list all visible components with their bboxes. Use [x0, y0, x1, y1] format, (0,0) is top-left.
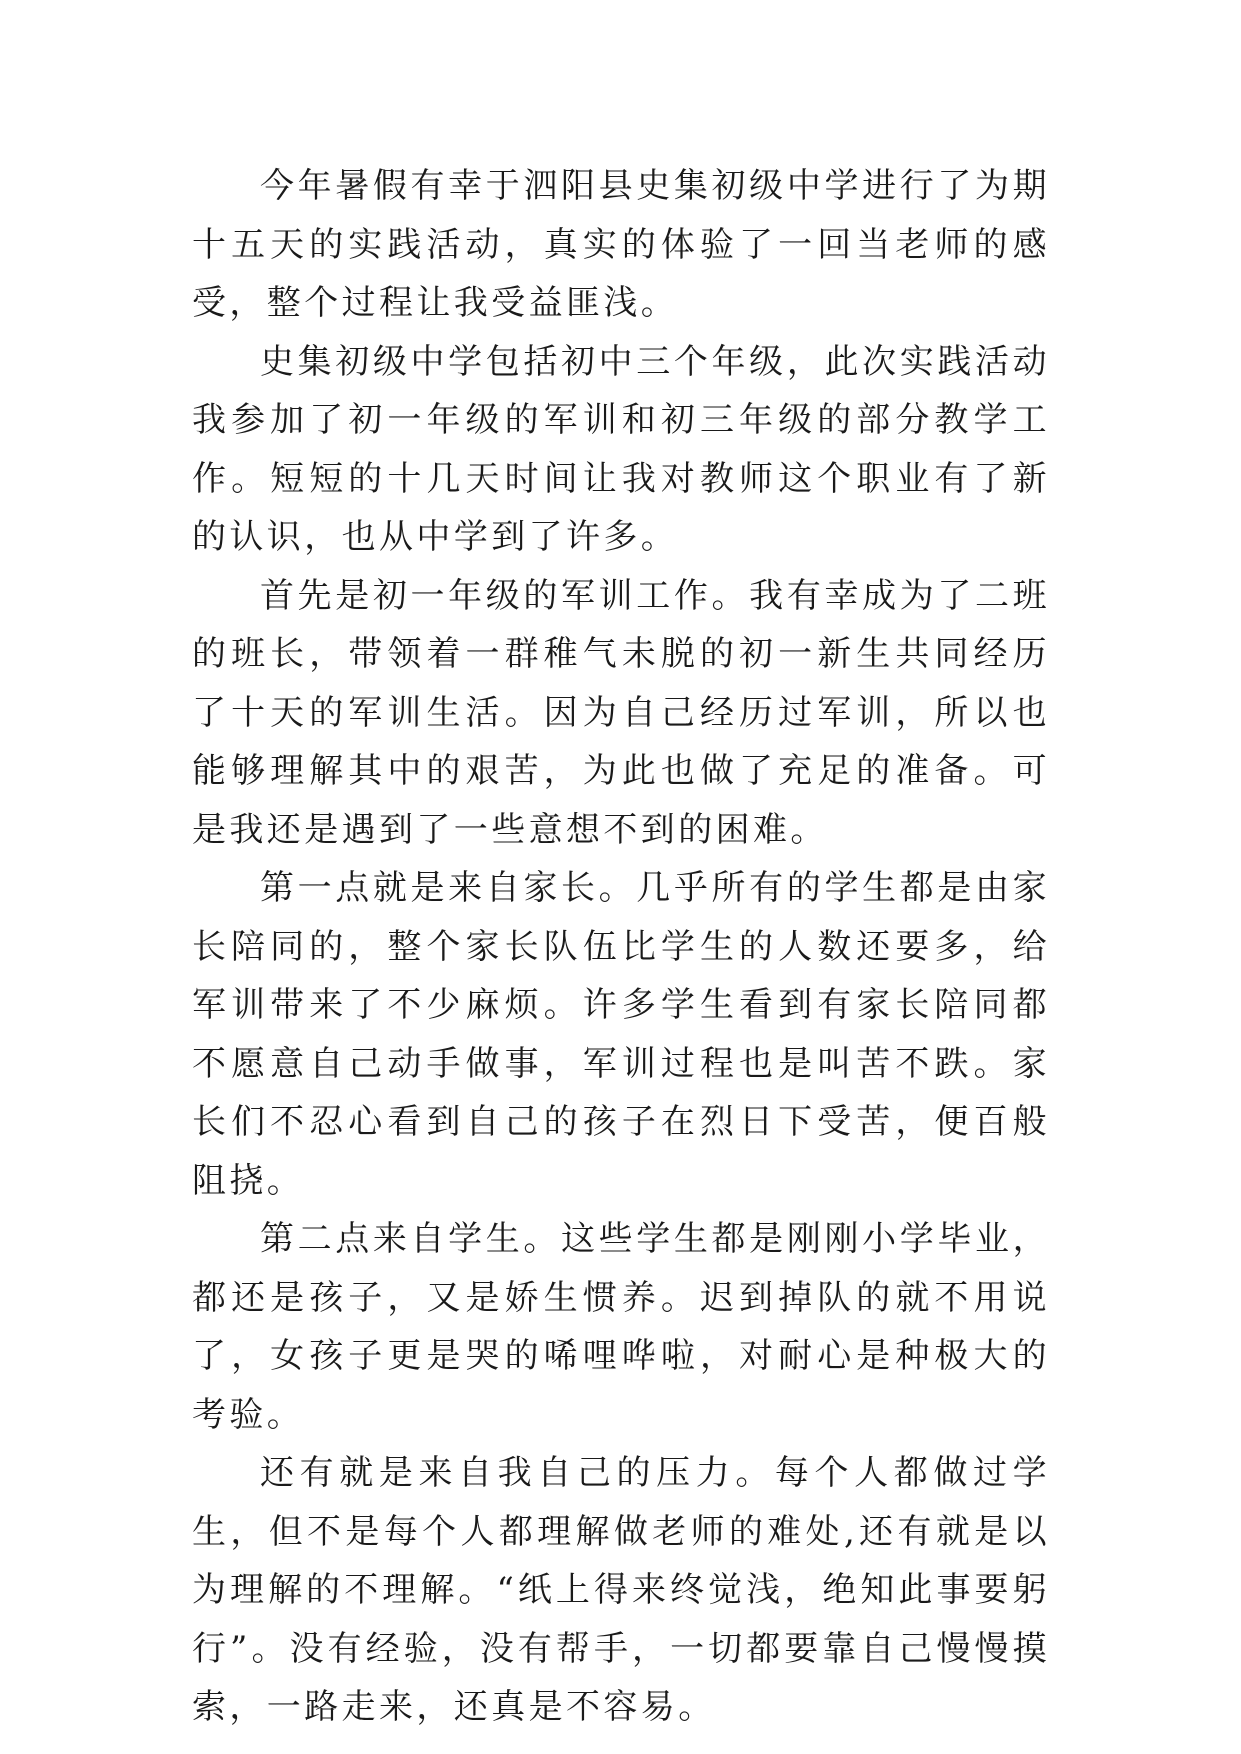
document-body [192, 157, 1050, 1737]
paragraph-1: 今年暑假有幸于泗阳县史集初级中学进行了为期十五天的实践活动，真实的体验了一回当老师的感受，整个过程让我受益匪浅。 [192, 166, 1050, 323]
paragraph-6: 还有就是来自我自己的压力。每个人都做过学生，但不是每个人都理解做老师的难处,还有就是以为理解的不理解。“纸上得来终觉浅，绝知此事要躬行”。没有经验，没有帮手，一切都要靠自己慢慢摸索，一路走来，还真是不容易。 [192, 1453, 1050, 1727]
paragraph-5: 第二点来自学生。这些学生都是刚刚小学毕业，都还是孩子，又是娇生惯养。迟到掉队的就不用说了，女孩子更是哭的唏哩哗啦，对耐心是种极大的考验。 [192, 1219, 1050, 1435]
paragraph-2: 史集初级中学包括初中三个年级，此次实践活动我参加了初一年级的军训和初三年级的部分教学工作。短短的十几天时间让我对教师这个职业有了新的认识，也从中学到了许多。 [192, 341, 1050, 557]
paragraph-3: 首先是初一年级的军训工作。我有幸成为了二班的班长，带领着一群稚气未脱的初一新生共同经历了十天的军训生活。因为自己经历过军训，所以也能够理解其中的艰苦，为此也做了充足的准备。可是我还是遇到了一些意想不到的困难。 [192, 575, 1050, 850]
paragraph-4: 第一点就是来自家长。几乎所有的学生都是由家长陪同的，整个家长队伍比学生的人数还要多，给军训带来了不少麻烦。许多学生看到有家长陪同都不愿意自己动手做事，军训过程也是叫苦不跌。家长们不忍心看到自己的孩子在烈日下受苦，便百般阻挠。 [192, 868, 1050, 1201]
